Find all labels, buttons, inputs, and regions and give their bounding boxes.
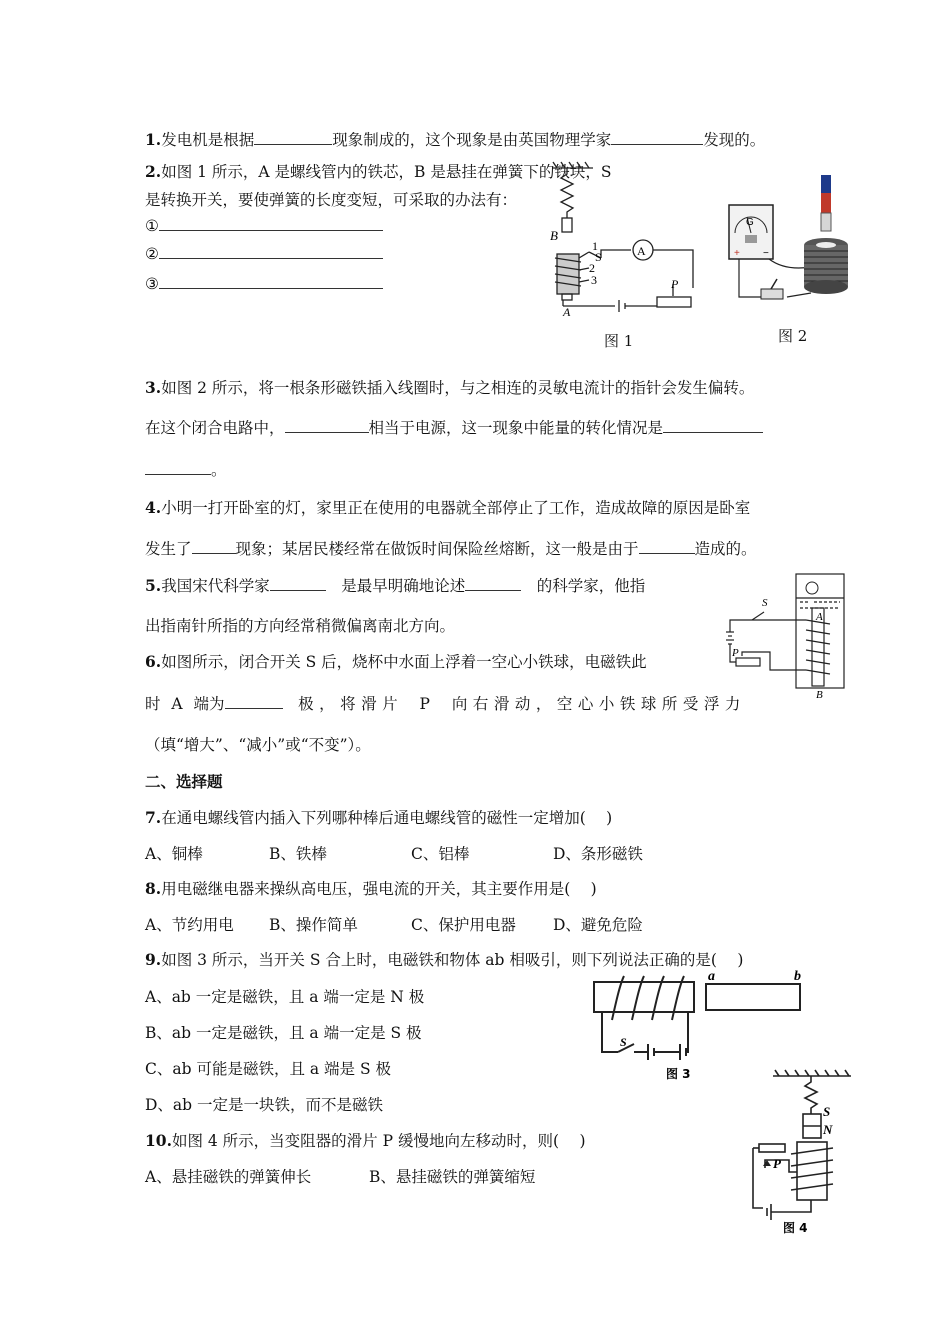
fig4-label-P: P <box>773 1156 781 1171</box>
q5-text-2: 出指南针所指的方向经常稍微偏离南北方向。 <box>145 617 456 635</box>
q4-blank-2[interactable] <box>639 539 695 554</box>
question-10 <box>145 1129 586 1151</box>
q2-option-2-mark: ② <box>145 245 159 263</box>
fig1-label-A: A <box>563 305 571 319</box>
figure-4-diagram <box>745 1068 855 1238</box>
q8-option-d[interactable]: D、避免危险 <box>553 916 643 934</box>
question-2-line-2 <box>145 188 517 210</box>
q2-blank-1[interactable] <box>159 216 383 231</box>
question-4-line-2 <box>145 537 757 559</box>
q2-option-3-mark: ③ <box>145 275 159 293</box>
q9-number: 9. <box>145 950 162 969</box>
question-2-line-1 <box>145 160 611 182</box>
fig6-label-P: P <box>732 647 739 659</box>
fig1-label-P: P <box>671 277 679 291</box>
q6-blank-1[interactable] <box>225 694 283 709</box>
figure-3-caption: 图 3 <box>666 1067 691 1081</box>
q1-text-b: 现象制成的，这个现象是由英国物理学家 <box>332 131 612 149</box>
q1-blank-1[interactable] <box>254 130 332 145</box>
fig4-label-N: N <box>823 1122 833 1137</box>
question-3-line-1 <box>145 376 754 398</box>
q4-blank-1[interactable] <box>192 539 236 554</box>
fig1-label-B: B <box>550 228 558 243</box>
q6-number: 6. <box>145 652 162 671</box>
q2-option-3 <box>145 274 383 293</box>
q9-option-d[interactable]: D、ab 一定是一块铁，而不是磁铁 <box>145 1096 384 1114</box>
q6-text-2a: 时 A 端为 <box>145 695 225 713</box>
fig1-ammeter-label: A <box>637 244 646 258</box>
q9-option-c[interactable]: C、ab 可能是磁铁，且 a 端是 S 极 <box>145 1060 392 1078</box>
q7-option-a[interactable]: A、铜棒 <box>145 845 203 863</box>
q4-number: 4. <box>145 498 162 517</box>
fig6-label-B: B <box>816 689 823 701</box>
q7-stem: 在通电螺线管内插入下列哪种棒后通电螺线管的磁性一定增加( ) <box>161 809 613 827</box>
fig1-label-3: 3 <box>591 273 597 287</box>
q8-number: 8. <box>145 879 162 898</box>
q3-text-1: 如图 2 所示，将一根条形磁铁插入线圈时，与之相连的灵敏电流计的指针会发生偏转。 <box>161 379 755 397</box>
question-5-line-2 <box>145 614 455 636</box>
fig2-minus-label: − <box>763 248 769 259</box>
q1-text-a: 发电机是根据 <box>161 131 255 149</box>
q3-blank-3[interactable] <box>145 460 211 475</box>
q4-text-1: 小明一打开卧室的灯，家里正在使用的电器就全部停止了工作，造成故障的原因是卧室 <box>161 499 751 517</box>
fig6-label-S: S <box>762 597 768 609</box>
q9-option-a[interactable]: A、ab 一定是磁铁，且 a 端一定是 N 极 <box>145 988 425 1006</box>
q2-number: 2. <box>145 162 162 181</box>
q4-text-2b: 现象；某居民楼经常在做饭时间保险丝熔断，这一般是由于 <box>235 540 639 558</box>
figure-4-caption: 图 4 <box>783 1221 808 1235</box>
question-5-line-1 <box>145 574 645 596</box>
question-3-line-3 <box>145 458 227 480</box>
fig1-label-1: 1 <box>592 239 598 253</box>
q3-text-2a: 在这个闭合电路中， <box>145 419 285 437</box>
q5-blank-2[interactable] <box>465 576 521 591</box>
q8-options <box>145 913 643 935</box>
q5-text-1c: 的科学家，他指 <box>536 577 646 595</box>
question-1 <box>145 128 765 150</box>
figure-2-diagram <box>725 175 865 335</box>
figure-1-diagram <box>545 160 705 320</box>
figure-6-diagram <box>712 570 862 700</box>
q2-blank-3[interactable] <box>159 274 383 289</box>
q7-option-b[interactable]: B、铁棒 <box>269 845 327 863</box>
fig6-label-A: A <box>816 611 823 623</box>
q1-text-c: 发现的。 <box>703 131 766 149</box>
q2-option-2 <box>145 244 383 263</box>
q3-blank-2[interactable] <box>663 418 763 433</box>
q10-option-b[interactable]: B、悬挂磁铁的弹簧缩短 <box>369 1168 536 1186</box>
question-4-line-1 <box>145 496 750 518</box>
q6-text-1: 如图所示，闭合开关 S 后，烧杯中水面上浮着一空心小铁球，电磁铁此 <box>161 653 647 671</box>
q5-blank-1[interactable] <box>270 576 326 591</box>
q8-option-a[interactable]: A、节约用电 <box>145 916 234 934</box>
question-8 <box>145 877 597 899</box>
q5-text-1a: 我国宋代科学家 <box>161 577 270 595</box>
q6-text-3: （填“增大”、“减小”或“不变”）。 <box>145 736 371 754</box>
question-6-line-2 <box>145 692 746 714</box>
q2-text-2: 是转换开关，要使弹簧的长度变短，可采取的办法有： <box>145 191 518 209</box>
question-3-line-2 <box>145 416 763 438</box>
q2-option-1-mark: ① <box>145 217 159 235</box>
q9-option-b[interactable]: B、ab 一定是磁铁，且 a 端一定是 S 极 <box>145 1024 422 1042</box>
fig2-galvanometer-label: G <box>746 217 754 228</box>
fig4-label-S: S <box>823 1104 831 1119</box>
section-2-heading: 二、选择题 <box>145 773 223 791</box>
q1-blank-2[interactable] <box>611 130 703 145</box>
fig2-plus-label: + <box>734 248 740 259</box>
q2-blank-2[interactable] <box>159 244 383 259</box>
fig1-label-S: S <box>595 250 602 264</box>
q8-option-c[interactable]: C、保护用电器 <box>411 916 516 934</box>
figure-3-diagram <box>590 969 820 1082</box>
question-6-line-3 <box>145 733 371 755</box>
q4-text-2c: 造成的。 <box>694 540 757 558</box>
q10-stem: 如图 4 所示，当变阻器的滑片 P 缓慢地向左移动时，则( ) <box>171 1132 586 1150</box>
q5-text-1b: 是最早明确地论述 <box>341 577 466 595</box>
q7-option-d[interactable]: D、条形磁铁 <box>553 845 643 863</box>
q8-option-b[interactable]: B、操作简单 <box>269 916 358 934</box>
q2-option-1 <box>145 216 383 235</box>
fig1-label-2: 2 <box>589 261 595 275</box>
q7-options <box>145 842 643 864</box>
fig3-label-S: S <box>620 1035 627 1049</box>
q3-text-3: 。 <box>211 461 227 479</box>
figure-1-caption: 图 1 <box>604 332 634 350</box>
q7-number: 7. <box>145 808 162 827</box>
q1-number: 1. <box>145 130 162 149</box>
fig3-label-b: b <box>794 969 801 984</box>
question-9 <box>145 948 743 970</box>
q3-number: 3. <box>145 378 162 397</box>
q10-option-a[interactable]: A、悬挂磁铁的弹簧伸长 <box>145 1168 312 1186</box>
q8-stem: 用电磁继电器来操纵高电压，强电流的开关，其主要作用是( ) <box>161 880 597 898</box>
q2-text-1: 如图 1 所示，A 是螺线管内的铁芯，B 是悬挂在弹簧下的铁块，S <box>161 163 612 181</box>
q10-options <box>145 1165 535 1187</box>
q9-stem: 如图 3 所示，当开关 S 合上时，电磁铁和物体 ab 相吸引，则下列说法正确的是( ) <box>161 951 744 969</box>
q3-text-2b: 相当于电源，这一现象中能量的转化情况是 <box>368 419 664 437</box>
question-7 <box>145 806 612 828</box>
question-6-line-1 <box>145 650 647 672</box>
q5-number: 5. <box>145 576 162 595</box>
q6-text-2b: 极，将滑片 P 向右滑动，空心小铁球所受浮力 <box>298 695 746 713</box>
q3-blank-1[interactable] <box>285 418 369 433</box>
q10-number: 10. <box>145 1131 172 1150</box>
fig3-label-a: a <box>708 969 715 984</box>
q7-option-c[interactable]: C、铝棒 <box>411 845 470 863</box>
q4-text-2a: 发生了 <box>145 540 192 558</box>
figure-2-caption: 图 2 <box>778 327 808 345</box>
